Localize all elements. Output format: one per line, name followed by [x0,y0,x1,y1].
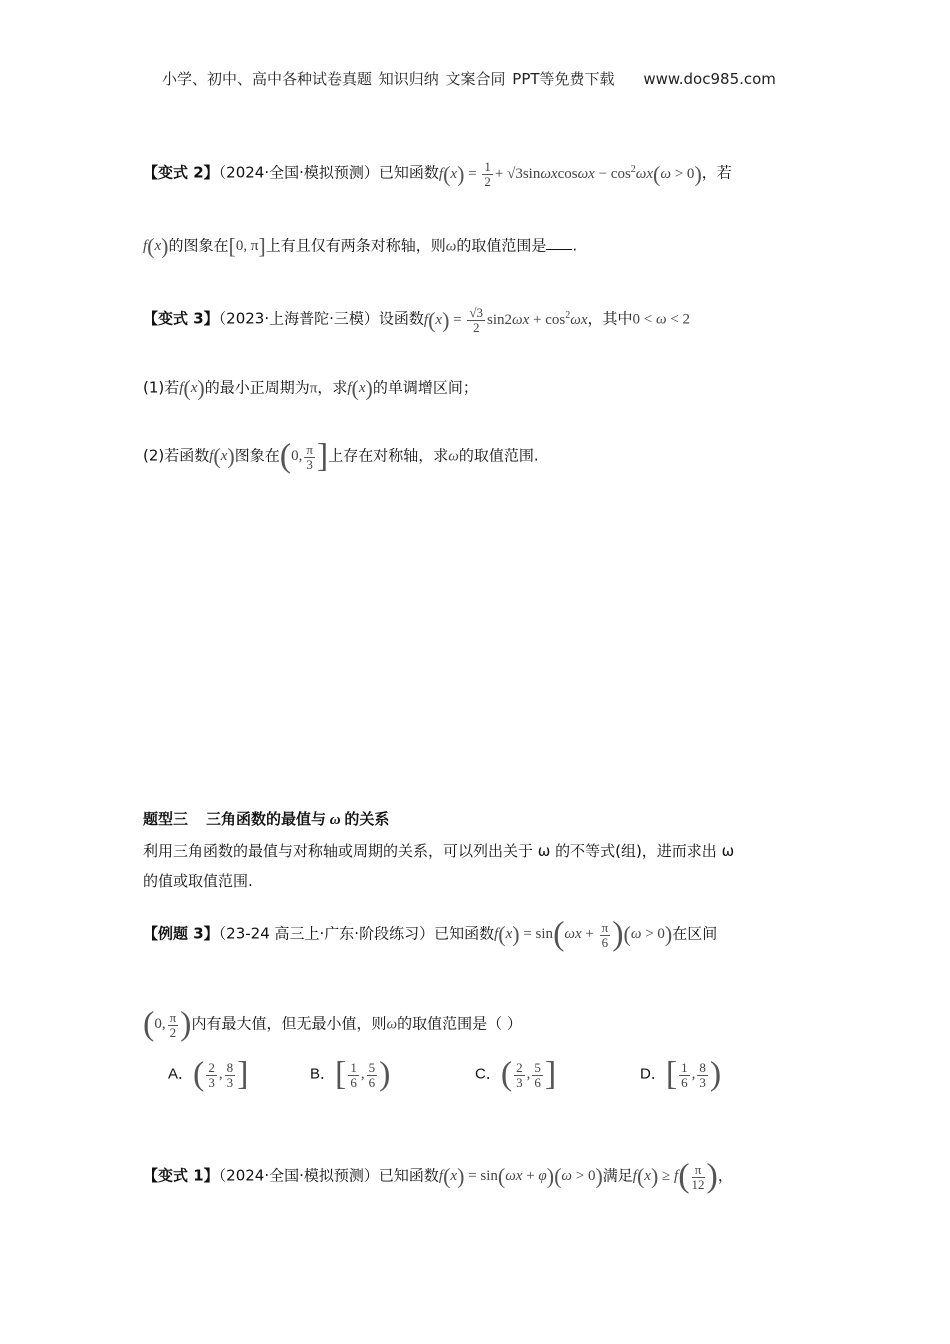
v3-q2 [143,440,539,474]
v1-end: ， [717,1166,733,1185]
ex3-label: 【例题 3】 [143,924,219,943]
option-a-label: A． [168,1065,194,1083]
v1-text1: 已知函数 [378,1166,439,1185]
v2-text2: ，若 [701,163,732,182]
section-title-a: 题型三 [143,810,189,828]
v1-label: 【变式 1】 [143,1166,219,1185]
ex3-text2: 在区间 [672,924,718,943]
option-a[interactable]: A．( $\frac{2}{3}$ , $\frac{8}{3}$ ] [168,1056,249,1093]
v3-line1 [143,306,690,334]
v2-line1 [143,160,732,188]
v3-q2-a: (2)若函数 [143,446,210,465]
v1-formula: f(x) = sin(ωx + φ)(ω > 0) [438,1164,603,1189]
v3-source: （2023·上海普陀·三模） [218,309,379,328]
header-site: www.doc985.com [643,70,776,88]
v3-q2-d: 的取值范围. [458,446,539,465]
ex3-omega: ω [386,1016,398,1033]
option-b-label: B． [310,1065,336,1083]
v3-text1: 设函数 [378,309,424,328]
header-text: 小学、初中、高中各种试卷真题 知识归纳 文案合同 PPT等免费下载 [162,70,615,88]
ex3-text1: 已知函数 [434,924,495,943]
v3-q1-b: 的最小正周期为 [204,378,310,397]
v1-condition: f(x) ≥ f( $\frac{\pi}{12}$ ) [632,1158,718,1195]
v3-formula: f(x) = $\frac{√3}{2}$ $\sin 2\omega x + \cos^2\omega x$ [423,305,588,335]
v3-q1-pi: π [309,380,318,397]
v2-line2-end: . [572,236,578,255]
ex3-source: （23-24 高三上·广东·阶段练习） [218,924,435,943]
v3-q2-fx: f(x) [209,444,235,469]
section-title-b: 三角函数的最值与 [206,810,327,828]
ex3-line1 [143,918,717,952]
ex3-line2-c: 的取值范围是（ ） [397,1014,522,1033]
v1-line1 [143,1160,733,1194]
v3-q1-c: ，求 [317,378,348,397]
v2-interval: [0, π] [228,234,266,259]
ex3-line2-b: 内有最大值，但无最小值，则 [191,1014,387,1033]
ex3-interval: (0, $\frac{\pi}{2}$ ) [143,1006,192,1043]
option-d-label: D． [640,1065,666,1083]
v2-line2-a: 的图象在 [168,236,229,255]
section-desc-2: 的值或取值范围. [143,872,253,890]
section-title [143,808,389,829]
v2-text1: 已知函数 [378,163,439,182]
v1-text2: 满足 [602,1166,633,1185]
v2-source: （2024·全国·模拟预测） [218,163,379,182]
ex3-line2 [143,1008,522,1042]
v3-q1-fx2: f(x) [347,376,373,401]
v3-label: 【变式 3】 [143,309,219,328]
v3-q1-d: 的单调增区间； [372,378,478,397]
v2-fx: f(x) [143,234,169,259]
page-header [162,68,776,89]
v2-omega: ω [445,238,457,255]
option-c[interactable]: C．( $\frac{2}{3}$ , $\frac{5}{6}$ ] [475,1056,557,1093]
v2-line2-c: 的取值范围是 [456,236,547,255]
v3-q1 [143,376,478,402]
v3-q2-interval: (0, $\frac{\pi}{3}$ ] [279,438,329,475]
option-b[interactable]: B．[ $\frac{1}{6}$ , $\frac{5}{6}$ ) [310,1056,391,1093]
v2-label: 【变式 2】 [143,163,219,182]
v3-text2: ，其中 [587,309,633,328]
ex3-formula: f(x) = sin(ωx + $\frac{\pi}{6}$ )(ω > 0) [494,916,673,953]
section-desc-1: 利用三角函数的最值与对称轴或周期的关系，可以列出关于 ω 的不等式(组)，进而求出 ω [143,842,735,860]
v2-line2 [143,234,577,260]
option-c-label: C． [475,1065,501,1083]
v3-q2-b: 图象在 [234,446,280,465]
v2-line2-b: 上有且仅有两条对称轴，则 [265,236,446,255]
answer-blank [546,237,572,250]
v1-source: （2024·全国·模拟预测） [218,1166,379,1185]
section-title-omega: ω [326,812,345,828]
v3-q1-a: (1)若 [143,378,180,397]
v2-formula: f(x) = $\frac{1}{2}$ + $√3\sin\omega xcos\omega x - \cos^2\omega x(\omega > 0)$ [438,159,702,189]
v3-condition: 0 < ω < 2 [632,311,691,328]
section-title-c: 的关系 [344,810,390,828]
v3-q1-fx: f(x) [179,376,205,401]
option-d[interactable]: D．[ $\frac{1}{6}$ , $\frac{8}{3}$ ) [640,1056,722,1093]
v3-q2-omega: ω [448,448,459,465]
v3-q2-c: 上存在对称轴，求 [328,446,449,465]
